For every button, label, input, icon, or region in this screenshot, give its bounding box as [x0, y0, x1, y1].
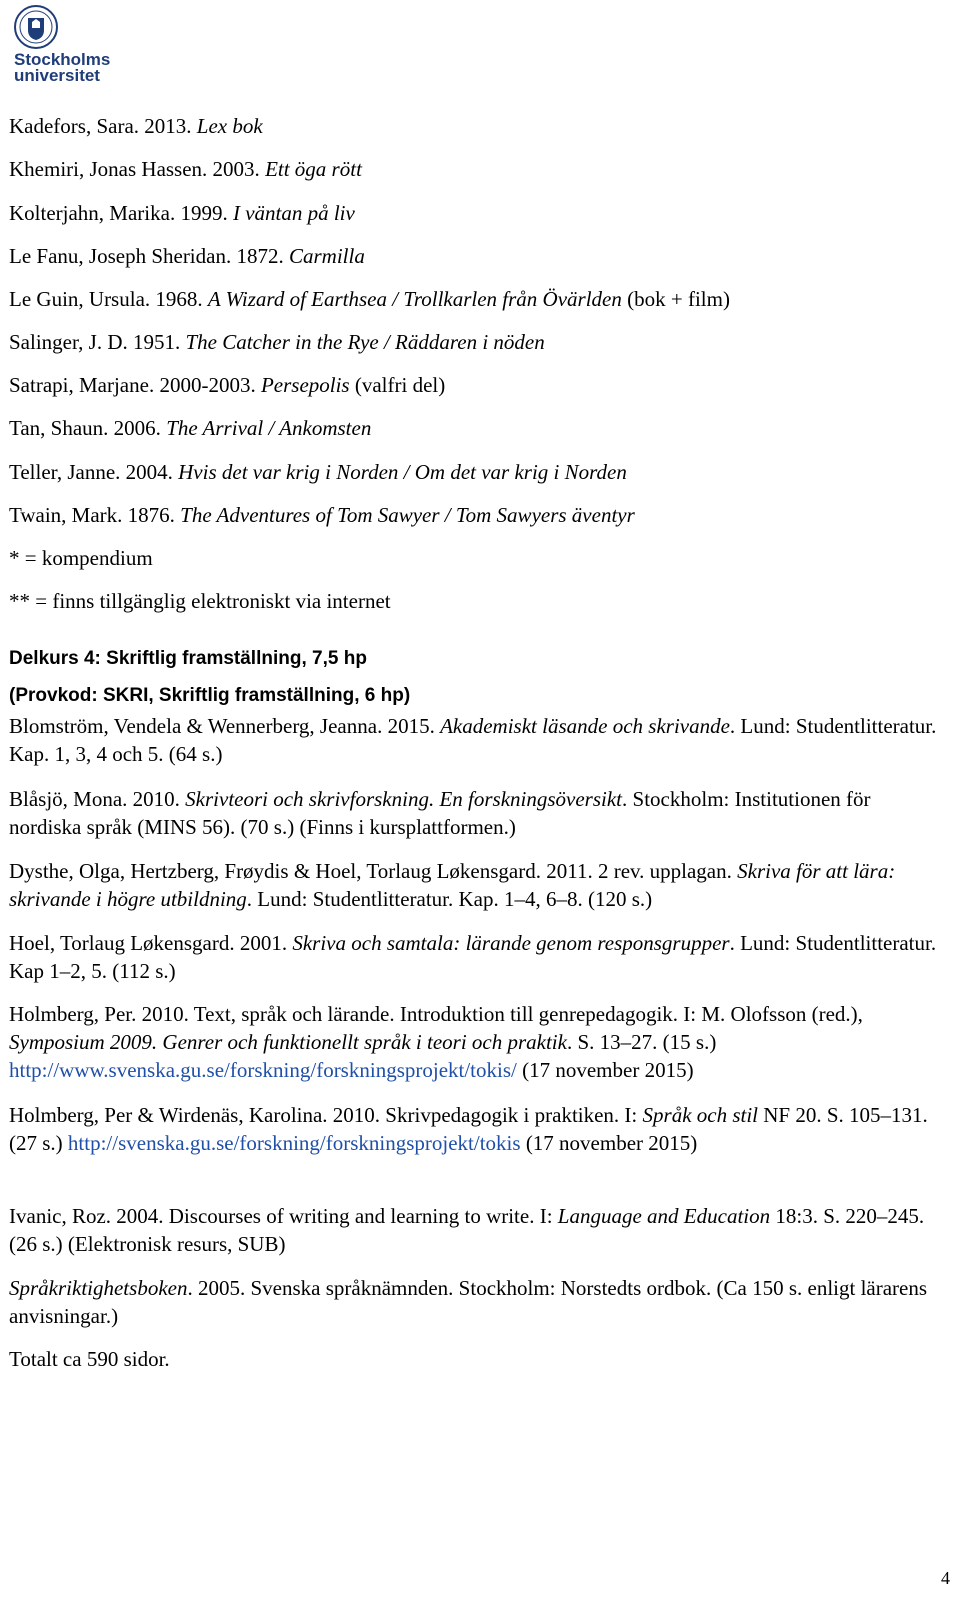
university-logo: [6, 4, 116, 86]
reference-entry: Blomström, Vendela & Wennerberg, Jeanna. 2015. Akademiskt läsande och skrivande. Lund: Studentlitteratur. Kap. 1, 3, 4 och 5. (64 s.): [9, 714, 937, 766]
page-number: 4: [941, 1568, 950, 1588]
reading-item: Satrapi, Marjane. 2000-2003. Persepolis (valfri del): [9, 373, 446, 397]
reading-item: Salinger, J. D. 1951. The Catcher in the Rye / Räddaren i nöden: [9, 330, 545, 354]
logo-line-1: Stockholms: [14, 50, 111, 69]
reference-entry: Ivanic, Roz. 2004. Discourses of writing and learning to write. I: Language and Education 18:3. S. 220–245. (26 s.) (Elektronisk resurs, SUB): [9, 1204, 925, 1256]
note-internet: ** = finns tillgänglig elektroniskt via internet: [9, 589, 391, 613]
reading-item: Khemiri, Jonas Hassen. 2003. Ett öga rött: [9, 157, 362, 181]
reference-entry: Hoel, Torlaug Løkensgard. 2001. Skriva och samtala: lärande genom responsgrupper. Lund: Studentlitteratur. Kap 1–2, 5. (112 s.): [9, 931, 937, 983]
reading-item: Le Guin, Ursula. 1968. A Wizard of Earthsea / Trollkarlen från Övärlden (bok + film): [9, 287, 730, 311]
reading-item: Twain, Mark. 1876. The Adventures of Tom Sawyer / Tom Sawyers äventyr: [9, 503, 635, 527]
section-subheading: (Provkod: SKRI, Skriftlig framställning, 6 hp): [9, 685, 411, 706]
reference-link[interactable]: http://svenska.gu.se/forskning/forskningsprojekt/tokis: [67, 1131, 521, 1155]
reading-item: Le Fanu, Joseph Sheridan. 1872. Carmilla: [9, 244, 365, 268]
reference-entry: Holmberg, Per. 2010. Text, språk och lärande. Introduktion till genrepedagogik. I: M. Olofsson (red.), Symposium 2009. Genrer och funktionellt språk i teori och praktik. S. 13–27. (15 s.) http://www.svenska.gu.se/forskning/forskningsprojekt/tokis/ (17 november 2015): [9, 1002, 863, 1082]
university-seal-icon: [6, 4, 66, 52]
section-heading: Delkurs 4: Skriftlig framställning, 7,5 hp: [9, 648, 367, 669]
reference-entry: Holmberg, Per & Wirdenäs, Karolina. 2010. Skrivpedagogik i praktiken. I: Språk och stil NF 20. S. 105–131. (27 s.) http://svenska.gu.se/forskning/forskningsprojekt/tokis (17 november 2015): [9, 1103, 928, 1155]
reference-entry: Dysthe, Olga, Hertzberg, Frøydis & Hoel, Torlaug Løkensgard. 2011. 2 rev. upplagan. Skriva för att lära: skrivande i högre utbildning. Lund: Studentlitteratur. Kap. 1–4, 6–8. (120 s.): [9, 859, 896, 911]
reading-item: Tan, Shaun. 2006. The Arrival / Ankomsten: [9, 416, 372, 440]
reference-entry: Blåsjö, Mona. 2010. Skrivteori och skrivforskning. En forskningsöversikt. Stockholm: Institutionen för nordiska språk (MINS 56). (70 s.) (Finns i kursplattformen.): [9, 787, 871, 839]
note-kompendium: * = kompendium: [9, 546, 153, 570]
reference-entry: Språkriktighetsboken. 2005. Svenska språknämnden. Stockholm: Norstedts ordbok. (Ca 150 s. enligt lärarens anvisningar.): [9, 1276, 928, 1328]
reading-item: Teller, Janne. 2004. Hvis det var krig i Norden / Om det var krig i Norden: [9, 460, 627, 484]
logo-wordmark: [14, 52, 110, 84]
logo-line-2: universitet: [14, 66, 100, 85]
reference-link[interactable]: http://www.svenska.gu.se/forskning/forskningsprojekt/tokis/: [9, 1058, 517, 1082]
reading-item: Kadefors, Sara. 2013. Lex bok: [9, 114, 263, 138]
reading-item: Kolterjahn, Marika. 1999. I väntan på liv: [9, 201, 355, 225]
total-pages: Totalt ca 590 sidor.: [9, 1347, 170, 1371]
